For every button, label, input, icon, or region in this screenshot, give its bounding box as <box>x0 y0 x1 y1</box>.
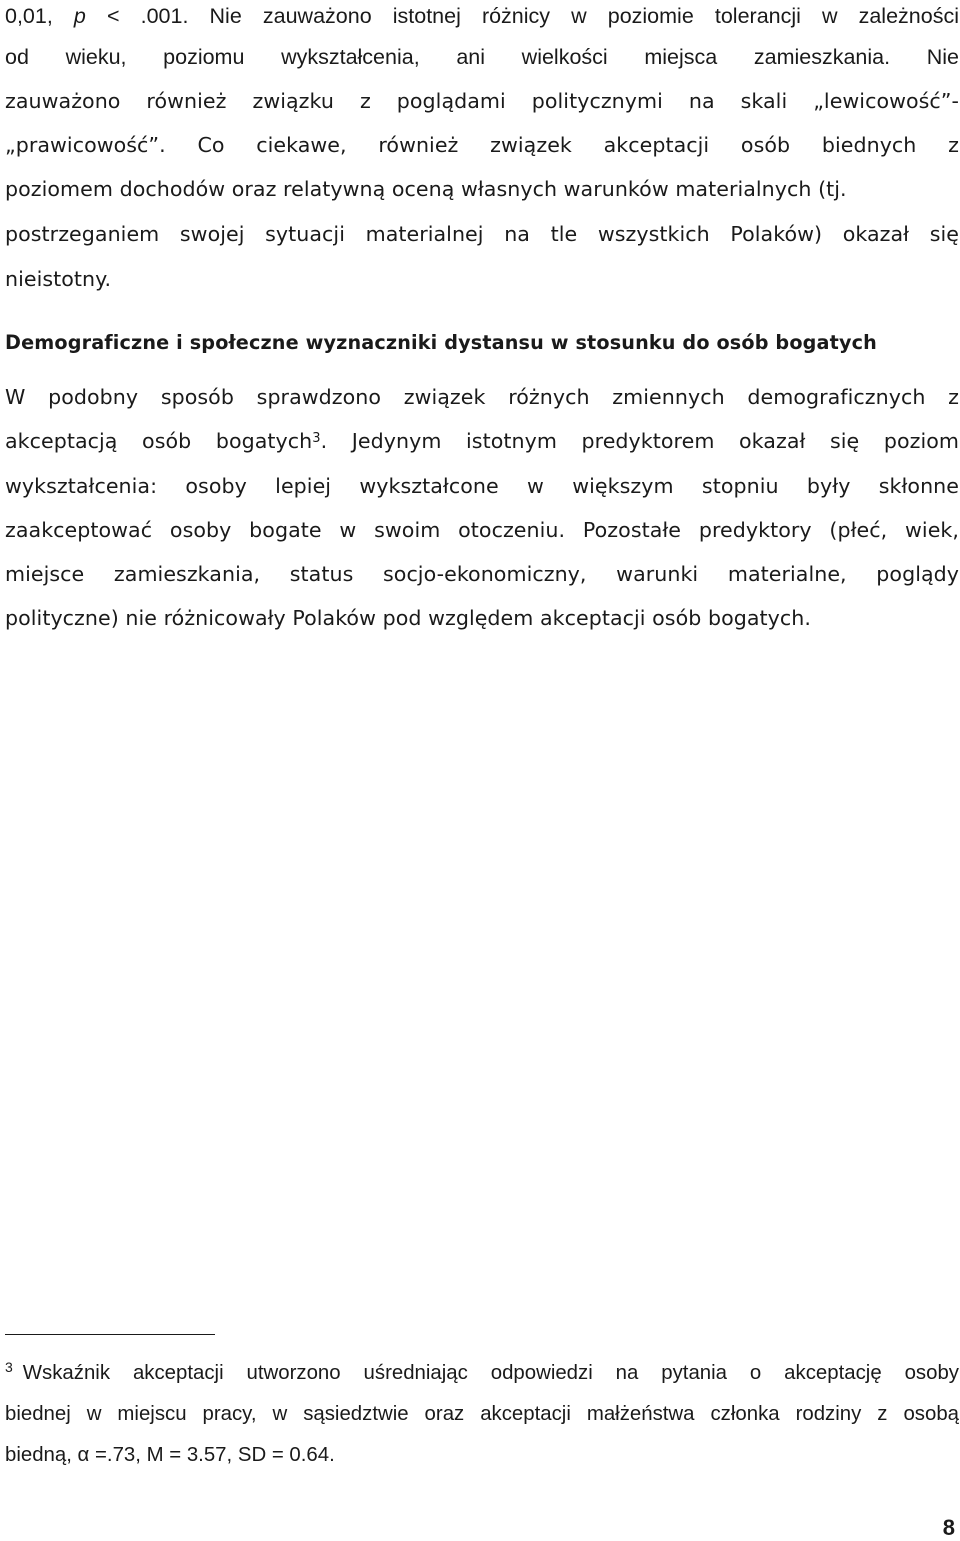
paragraph-line: poziomem dochodów oraz relatywną oceną własnych warunków materialnych (tj. <box>5 177 847 201</box>
paragraph-line: od wieku, poziomu wykształcenia, ani wielkości miejsca zamieszkania. Nie <box>5 45 959 69</box>
footnote-line: biednej w miejscu pracy, w sąsiedztwie oraz akceptacji małżeństwa członka rodziny z osobą <box>5 1403 959 1425</box>
paragraph-line-rest: < .001. Nie zauważono istotnej różnicy w poziomie tolerancji w zależności <box>106 4 959 28</box>
footnote-mark: 3 <box>5 1359 13 1375</box>
paragraph-line: postrzeganiem swojej sytuacji materialnej na tle wszystkich Polaków) okazał się <box>5 222 959 246</box>
paragraph-line-prefix: 0,01, <box>5 4 53 28</box>
page-number: 8 <box>942 1515 955 1540</box>
p-symbol: p <box>73 4 86 28</box>
paragraph-line: nieistotny. <box>5 267 112 291</box>
paragraph-line: wykształcenia: osoby lepiej wykształcone w większym stopniu były skłonne <box>5 474 959 498</box>
paragraph-line: W podobny sposób sprawdzono związek różnych zmiennych demograficznych z <box>5 385 959 409</box>
paragraph-line-text: akceptacją osób bogatych <box>5 429 313 453</box>
footnote-reference[interactable]: 3 <box>312 431 321 446</box>
paragraph-line: polityczne) nie różnicowały Polaków pod względem akceptacji osób bogatych. <box>5 606 811 630</box>
paragraph-line <box>5 427 959 455</box>
footnote-text: Wskaźnik akceptacji utworzono uśredniając odpowiedzi na pytania o akceptację osoby <box>22 1362 959 1384</box>
paragraph-line: miejsce zamieszkania, status socjo-ekonomiczny, warunki materialne, poglądy <box>5 562 959 586</box>
footnote-line: biedną, α =.73, M = 3.57, SD = 0.64. <box>5 1444 335 1466</box>
paragraph-line <box>5 2 959 30</box>
paragraph-line-text: . Jedynym istotnym predyktorem okazał się poziom <box>320 429 960 453</box>
paragraph-line: „prawicowość”. Co ciekawe, również związek akceptacji osób biednych z <box>5 133 959 157</box>
paragraph-line: zauważono również związku z poglądami politycznymi na skali „lewicowość”- <box>5 89 959 113</box>
section-heading: Demograficzne i społeczne wyznaczniki dystansu w stosunku do osób bogatych <box>5 331 877 354</box>
footnote-line <box>5 1359 959 1387</box>
paragraph-line: zaakceptować osoby bogate w swoim otoczeniu. Pozostałe predyktory (płeć, wiek, <box>5 518 959 542</box>
footnote-separator <box>5 1334 215 1335</box>
